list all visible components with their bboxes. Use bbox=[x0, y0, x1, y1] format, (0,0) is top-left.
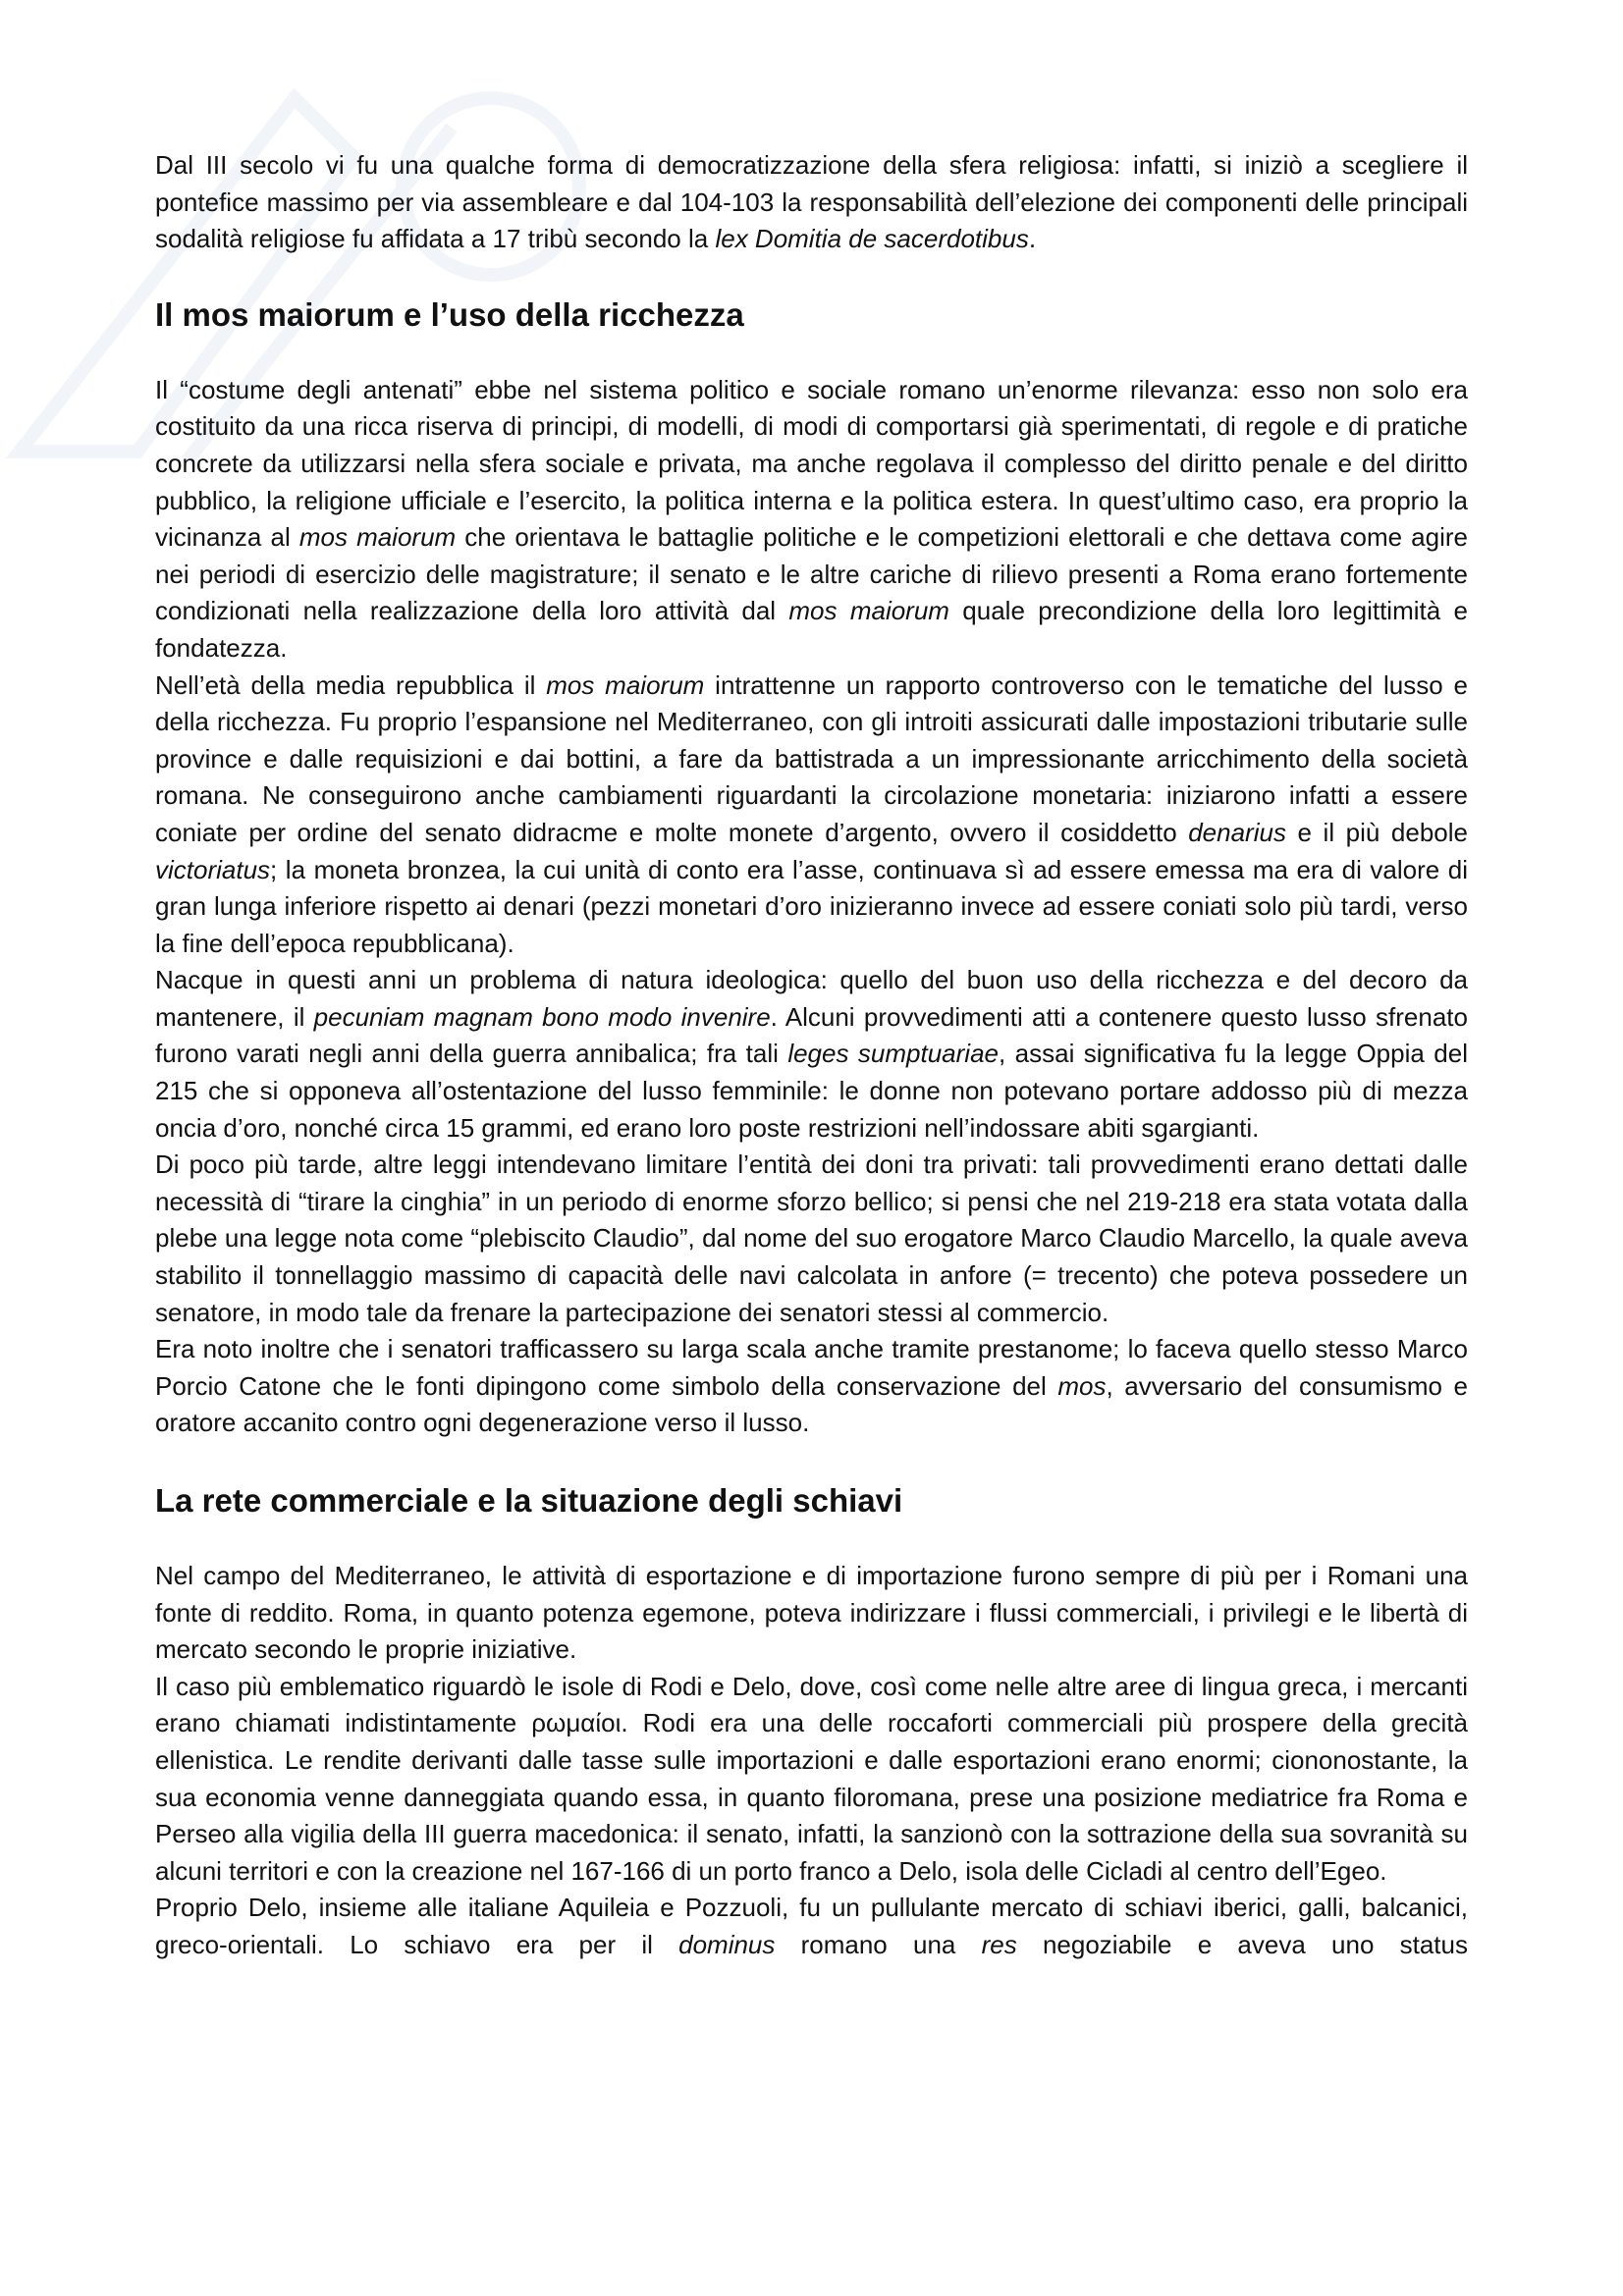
section-heading-rete-commerciale: La rete commerciale e la situazione degli schiavi bbox=[155, 1482, 903, 1519]
rete-paragraph-1: Nel campo del Mediterraneo, le attività di esportazione e di importazione furono sempre di più per i Romani una fonte di reddito. Roma, in quanto potenza egemone, poteva indirizzare i flussi commerciali, i privilegi e le libertà di mercato secondo le proprie iniziative. bbox=[155, 1561, 1468, 1665]
section-heading-mos-maiorum: Il mos maiorum e l’uso della ricchezza bbox=[155, 295, 744, 333]
mos-paragraph-3: Nacque in questi anni un problema di natura ideologica: quello del buon uso della ricchezza e del decoro da mantenere, il pecuniam magnam bono modo invenire. Alcuni provvedimenti atti a contenere questo lusso sfrenato furono varati negli anni della guerra annibalica; fra tali leges sumptuariae, assai significativa fu la legge Oppia del 215 che si opponeva all’ostentazione del lusso femminile: le donne non potevano portare addosso più di mezza oncia d’oro, nonché circa 15 grammi, ed erano loro poste restrizioni nell’indossare abiti sgargianti. bbox=[155, 965, 1468, 1143]
document-page bbox=[155, 147, 1468, 1964]
rete-paragraph-3: Proprio Delo, insieme alle italiane Aquileia e Pozzuoli, fu un pullulante mercato di schiavi iberici, galli, balcanici, greco-orientali. Lo schiavo era per il dominus romano una res negoziabile e aveva uno status bbox=[155, 1893, 1468, 1959]
mos-paragraph-5: Era noto inoltre che i senatori trafficassero su larga scala anche tramite prestanome; lo faceva quello stesso Marco Porcio Catone che le fonti dipingono come simbolo della conservazione del mos, avversario del consumismo e oratore accanito contro ogni degenerazione verso il lusso. bbox=[155, 1334, 1468, 1438]
intro-paragraph: Dal III secolo vi fu una qualche forma di democratizzazione della sfera religiosa: infatti, si iniziò a scegliere il pontefice massimo per via assembleare e dal 104-103 la responsabilità dell’elezione dei componenti delle principali sodalità religiose fu affidata a 17 tribù secondo la lex Domitia de sacerdotibus. bbox=[155, 150, 1468, 254]
rete-paragraph-2: Il caso più emblematico riguardò le isole di Rodi e Delo, dove, così come nelle altre aree di lingua greca, i mercanti erano chiamati indistintamente ρωμαίοι. Rodi era una delle roccaforti commerciali più prospere della grecità ellenistica. Le rendite derivanti dalle tasse sulle importazioni e dalle esportazioni erano enormi; ciononostante, la sua economia venne danneggiata quando essa, in quanto filoromana, prese una posizione mediatrice fra Roma e Perseo alla vigilia della III guerra macedonica: il senato, infatti, la sanzionò con la sottrazione della sua sovranità su alcuni territori e con la creazione nel 167-166 di un porto franco a Delo, isola delle Cicladi al centro dell’Egeo. bbox=[155, 1671, 1468, 1886]
mos-paragraph-4: Di poco più tarde, altre leggi intendevano limitare l’entità dei doni tra privati: tali provvedimenti erano dettati dalle necessità di “tirare la cinghia” in un periodo di enorme sforzo bellico; si pensi che nel 219-218 era stata votata dalla plebe una legge nota come “plebiscito Claudio”, dal nome del suo erogatore Marco Claudio Marcello, la quale aveva stabilito il tonnellaggio massimo di capacità delle navi calcolata in anfore (= trecento) che poteva possedere un senatore, in modo tale da frenare la partecipazione dei senatori stessi al commercio. bbox=[155, 1149, 1468, 1327]
mos-paragraph-1: Il “costume degli antenati” ebbe nel sistema politico e sociale romano un’enorme rilevanza: esso non solo era costituito da una ricca riserva di principi, di modelli, di modi di comportarsi già sperimentati, di regole e di pratiche concrete da utilizzarsi nella sfera sociale e privata, ma anche regolava il complesso del diritto penale e del diritto pubblico, la religione ufficiale e l’esercito, la politica interna e la politica estera. In quest’ultimo caso, era proprio la vicinanza al mos maiorum che orientava le battaglie politiche e le competizioni elettorali e che dettava come agire nei periodi di esercizio delle magistrature; il senato e le altre cariche di rilievo presenti a Roma erano fortemente condizionati nella realizzazione della loro attività dal mos maiorum quale precondizione della loro legittimità e fondatezza. bbox=[155, 374, 1468, 663]
mos-paragraph-2: Nell’età della media repubblica il mos maiorum intrattenne un rapporto controverso con le tematiche del lusso e della ricchezza. Fu proprio l’espansione nel Mediterraneo, con gli introiti assicurati dalle impostazioni tributarie sulle province e dalle requisizioni e dai bottini, a fare da battistrada a un impressionante arricchimento della società romana. Ne conseguirono anche cambiamenti riguardanti la circolazione monetaria: iniziarono infatti a essere coniate per ordine del senato didracme e molte monete d’argento, ovvero il cosiddetto denarius e il più debole victoriatus; la moneta bronzea, la cui unità di conto era l’asse, continuava sì ad essere emessa ma era di valore di gran lunga inferiore rispetto ai denari (pezzi monetari d’oro inizieranno invece ad essere coniati solo più tardi, verso la fine dell’epoca repubblicana). bbox=[155, 669, 1468, 958]
